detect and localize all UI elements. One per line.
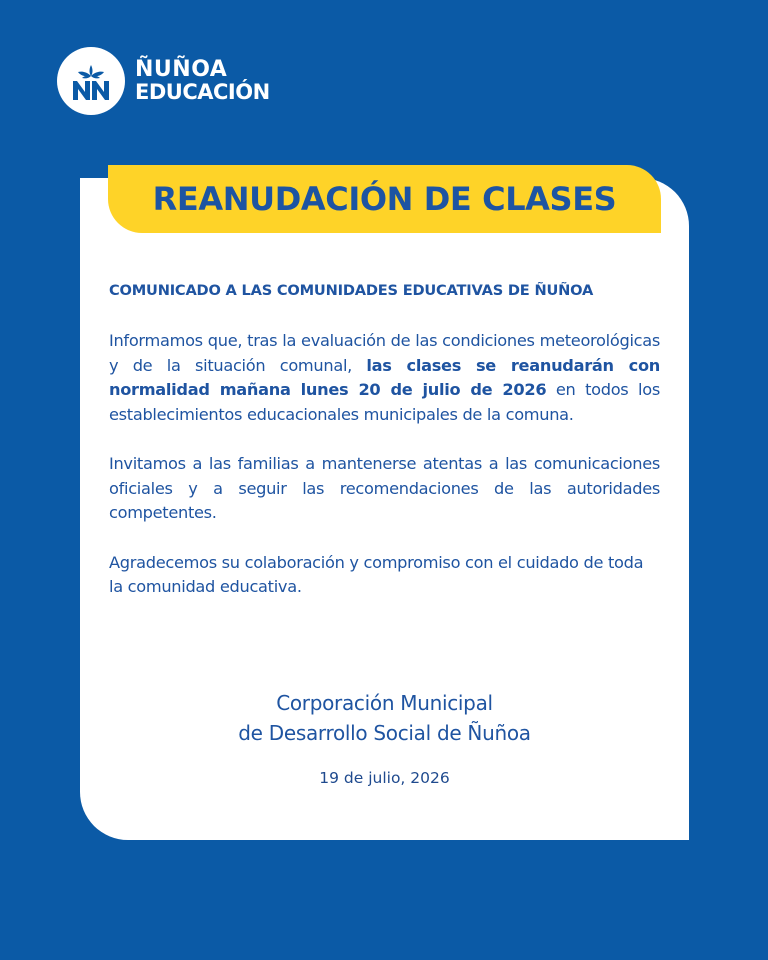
- brand-name-line1: ÑUÑOA: [135, 57, 228, 82]
- brand-logo: [57, 47, 270, 115]
- signature-block: [80, 688, 689, 788]
- notice-paragraph-1: [109, 329, 660, 427]
- nunoa-educacion-logo-icon: [57, 47, 125, 115]
- signature-line-2: de Desarrollo Social de Ñuñoa: [238, 721, 531, 745]
- brand-name-line2: EDUCACIÓN: [135, 80, 270, 104]
- notice-content: [109, 281, 660, 625]
- paragraph-1-highlight: las clases se reanudarán con normalidad mañana lunes 20 de julio de 2026: [109, 355, 661, 399]
- signature-date: 19 de julio, 2026: [319, 769, 450, 787]
- notice-paragraph-3: Agradecemos su colaboración y compromiso con el cuidado de toda la comunidad educativa.: [109, 552, 644, 596]
- signature-line-1: Corporación Municipal: [276, 691, 493, 715]
- page-title: REANUDACIÓN DE CLASES: [152, 180, 617, 218]
- brand-name: [135, 58, 270, 104]
- notice-paragraph-2: Invitamos a las familias a mantenerse atentas a las comunicaciones oficiales y a seguir las recomendaciones de las autoridades competentes.: [109, 454, 660, 522]
- paragraph-1-start: Informamos que, tras la evaluación de las condiciones meteorológicas y de la situación comunal,: [109, 331, 660, 375]
- notice-subtitle: COMUNICADO A LAS COMUNIDADES EDUCATIVAS DE ÑUÑOA: [109, 282, 594, 299]
- paragraph-1-end: en todos los establecimientos educacionales municipales de la comuna.: [109, 380, 660, 424]
- title-banner: [108, 165, 661, 233]
